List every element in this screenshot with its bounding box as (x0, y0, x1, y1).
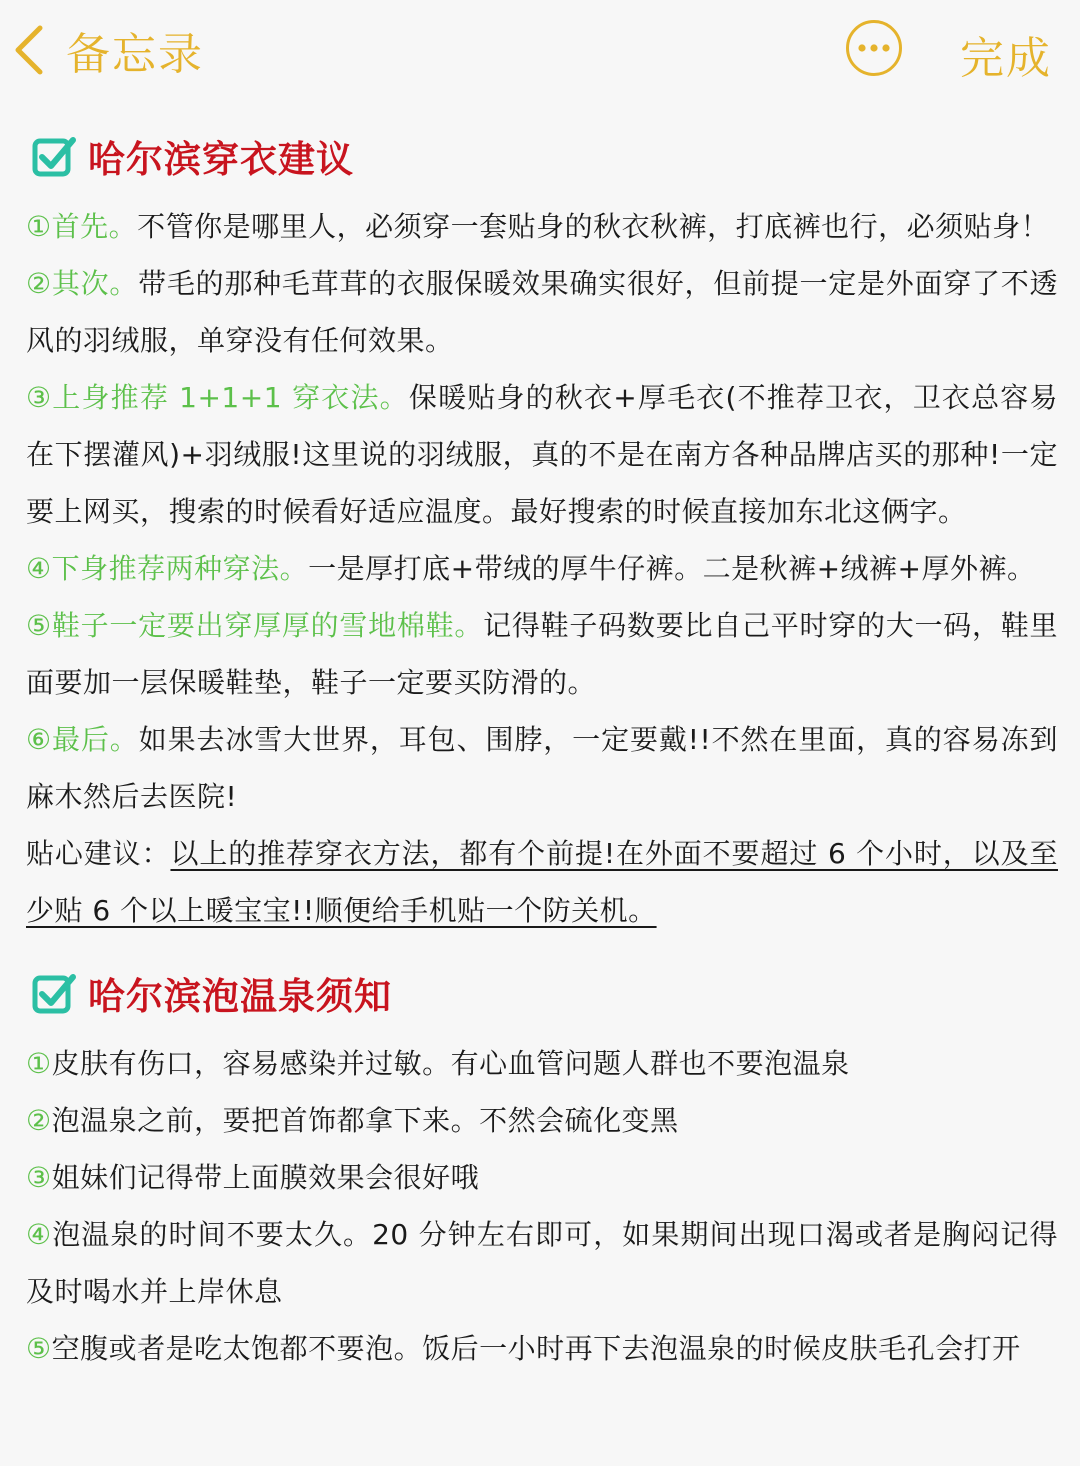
list-item (26, 1035, 1058, 1092)
list-item (26, 597, 1058, 711)
item-lead: ⑤ (26, 1332, 52, 1365)
checkbox-icon (32, 134, 76, 178)
item-lead: ① (26, 1047, 52, 1080)
section-hot-spring (26, 965, 1058, 1377)
note-content[interactable] (26, 128, 1058, 1377)
more-button[interactable] (846, 20, 902, 76)
list-item (26, 255, 1058, 369)
list-item (26, 540, 1058, 597)
nav-bar (0, 0, 1080, 100)
section-title (26, 965, 1058, 1021)
item-lead: ②其次。 (26, 267, 139, 300)
item-lead: ①首先。 (26, 210, 138, 243)
item-lead: ④ (26, 1218, 53, 1251)
list-item (26, 1206, 1058, 1320)
list-item (26, 1320, 1058, 1377)
list-item (26, 198, 1058, 255)
tip-body: 以上的推荐穿衣方法，都有个前提!在外面不要超过 6 个小时，以及至少贴 6 个以上暖宝宝!!顺便给手机贴一个防关机。 (26, 837, 1058, 927)
item-lead: ③上身推荐 1+1+1 穿衣法。 (26, 381, 409, 414)
item-body: 不管你是哪里人，必须穿一套贴身的秋衣秋裤，打底裤也行，必须贴身！ (137, 210, 1050, 243)
item-body: 记得鞋子码数要比自己平时穿的大一码，鞋里面要加一层保暖鞋垫，鞋子一定要买防滑的。 (26, 609, 1058, 699)
list-item (26, 711, 1058, 825)
section-title-text: 哈尔滨泡温泉须知 (88, 975, 392, 1018)
more-dots-icon (857, 43, 891, 53)
item-lead: ② (26, 1104, 52, 1137)
item-body: 一是厚打底+带绒的厚牛仔裤。二是秋裤+绒裤+厚外裤。 (308, 552, 1036, 585)
item-body: 皮肤有伤口，容易感染并过敏。有心血管问题人群也不要泡温泉 (51, 1047, 850, 1080)
item-lead: ⑤鞋子一定要出穿厚厚的雪地棉鞋。 (26, 609, 484, 642)
item-lead: ⑥最后。 (26, 723, 139, 756)
section-clothing (26, 128, 1058, 939)
item-body: 姐妹们记得带上面膜效果会很好哦 (51, 1161, 480, 1194)
back-button[interactable] (8, 18, 238, 82)
item-lead: ③ (26, 1161, 52, 1194)
done-button[interactable]: 完成 (960, 33, 1052, 84)
item-body: 空腹或者是吃太饱都不要泡。饭后一小时再下去泡温泉的时候皮肤毛孔会打开 (51, 1332, 1021, 1365)
back-label: 备忘录 (66, 29, 204, 80)
item-lead: ④下身推荐两种穿法。 (26, 552, 309, 585)
list-item (26, 1092, 1058, 1149)
tip-paragraph (26, 825, 1058, 939)
item-body: 保暖贴身的秋衣+厚毛衣(不推荐卫衣，卫衣总容易在下摆灌风)+羽绒服!这里说的羽绒服，真的不是在南方各种品牌店买的那种!一定要上网买，搜索的时候看好适应温度。最好搜索的时候直接加东北这俩字。 (26, 381, 1058, 528)
list-item (26, 369, 1058, 540)
section-title-text: 哈尔滨穿衣建议 (88, 138, 354, 181)
item-body: 泡温泉的时间不要太久。20 分钟左右即可，如果期间出现口渴或者是胸闷记得及时喝水并上岸休息 (26, 1218, 1058, 1308)
tip-label: 贴心建议： (26, 837, 171, 870)
list-item (26, 1149, 1058, 1206)
section-title (26, 128, 1058, 184)
chevron-left-icon (8, 22, 52, 78)
item-body: 如果去冰雪大世界，耳包、围脖，一定要戴!!不然在里面，真的容易冻到麻木然后去医院! (26, 723, 1059, 813)
item-body: 带毛的那种毛茸茸的衣服保暖效果确实很好，但前提一定是外面穿了不透风的羽绒服，单穿没有任何效果。 (26, 267, 1058, 357)
item-body: 泡温泉之前，要把首饰都拿下来。不然会硫化变黑 (51, 1104, 679, 1137)
checkbox-icon (32, 971, 76, 1015)
